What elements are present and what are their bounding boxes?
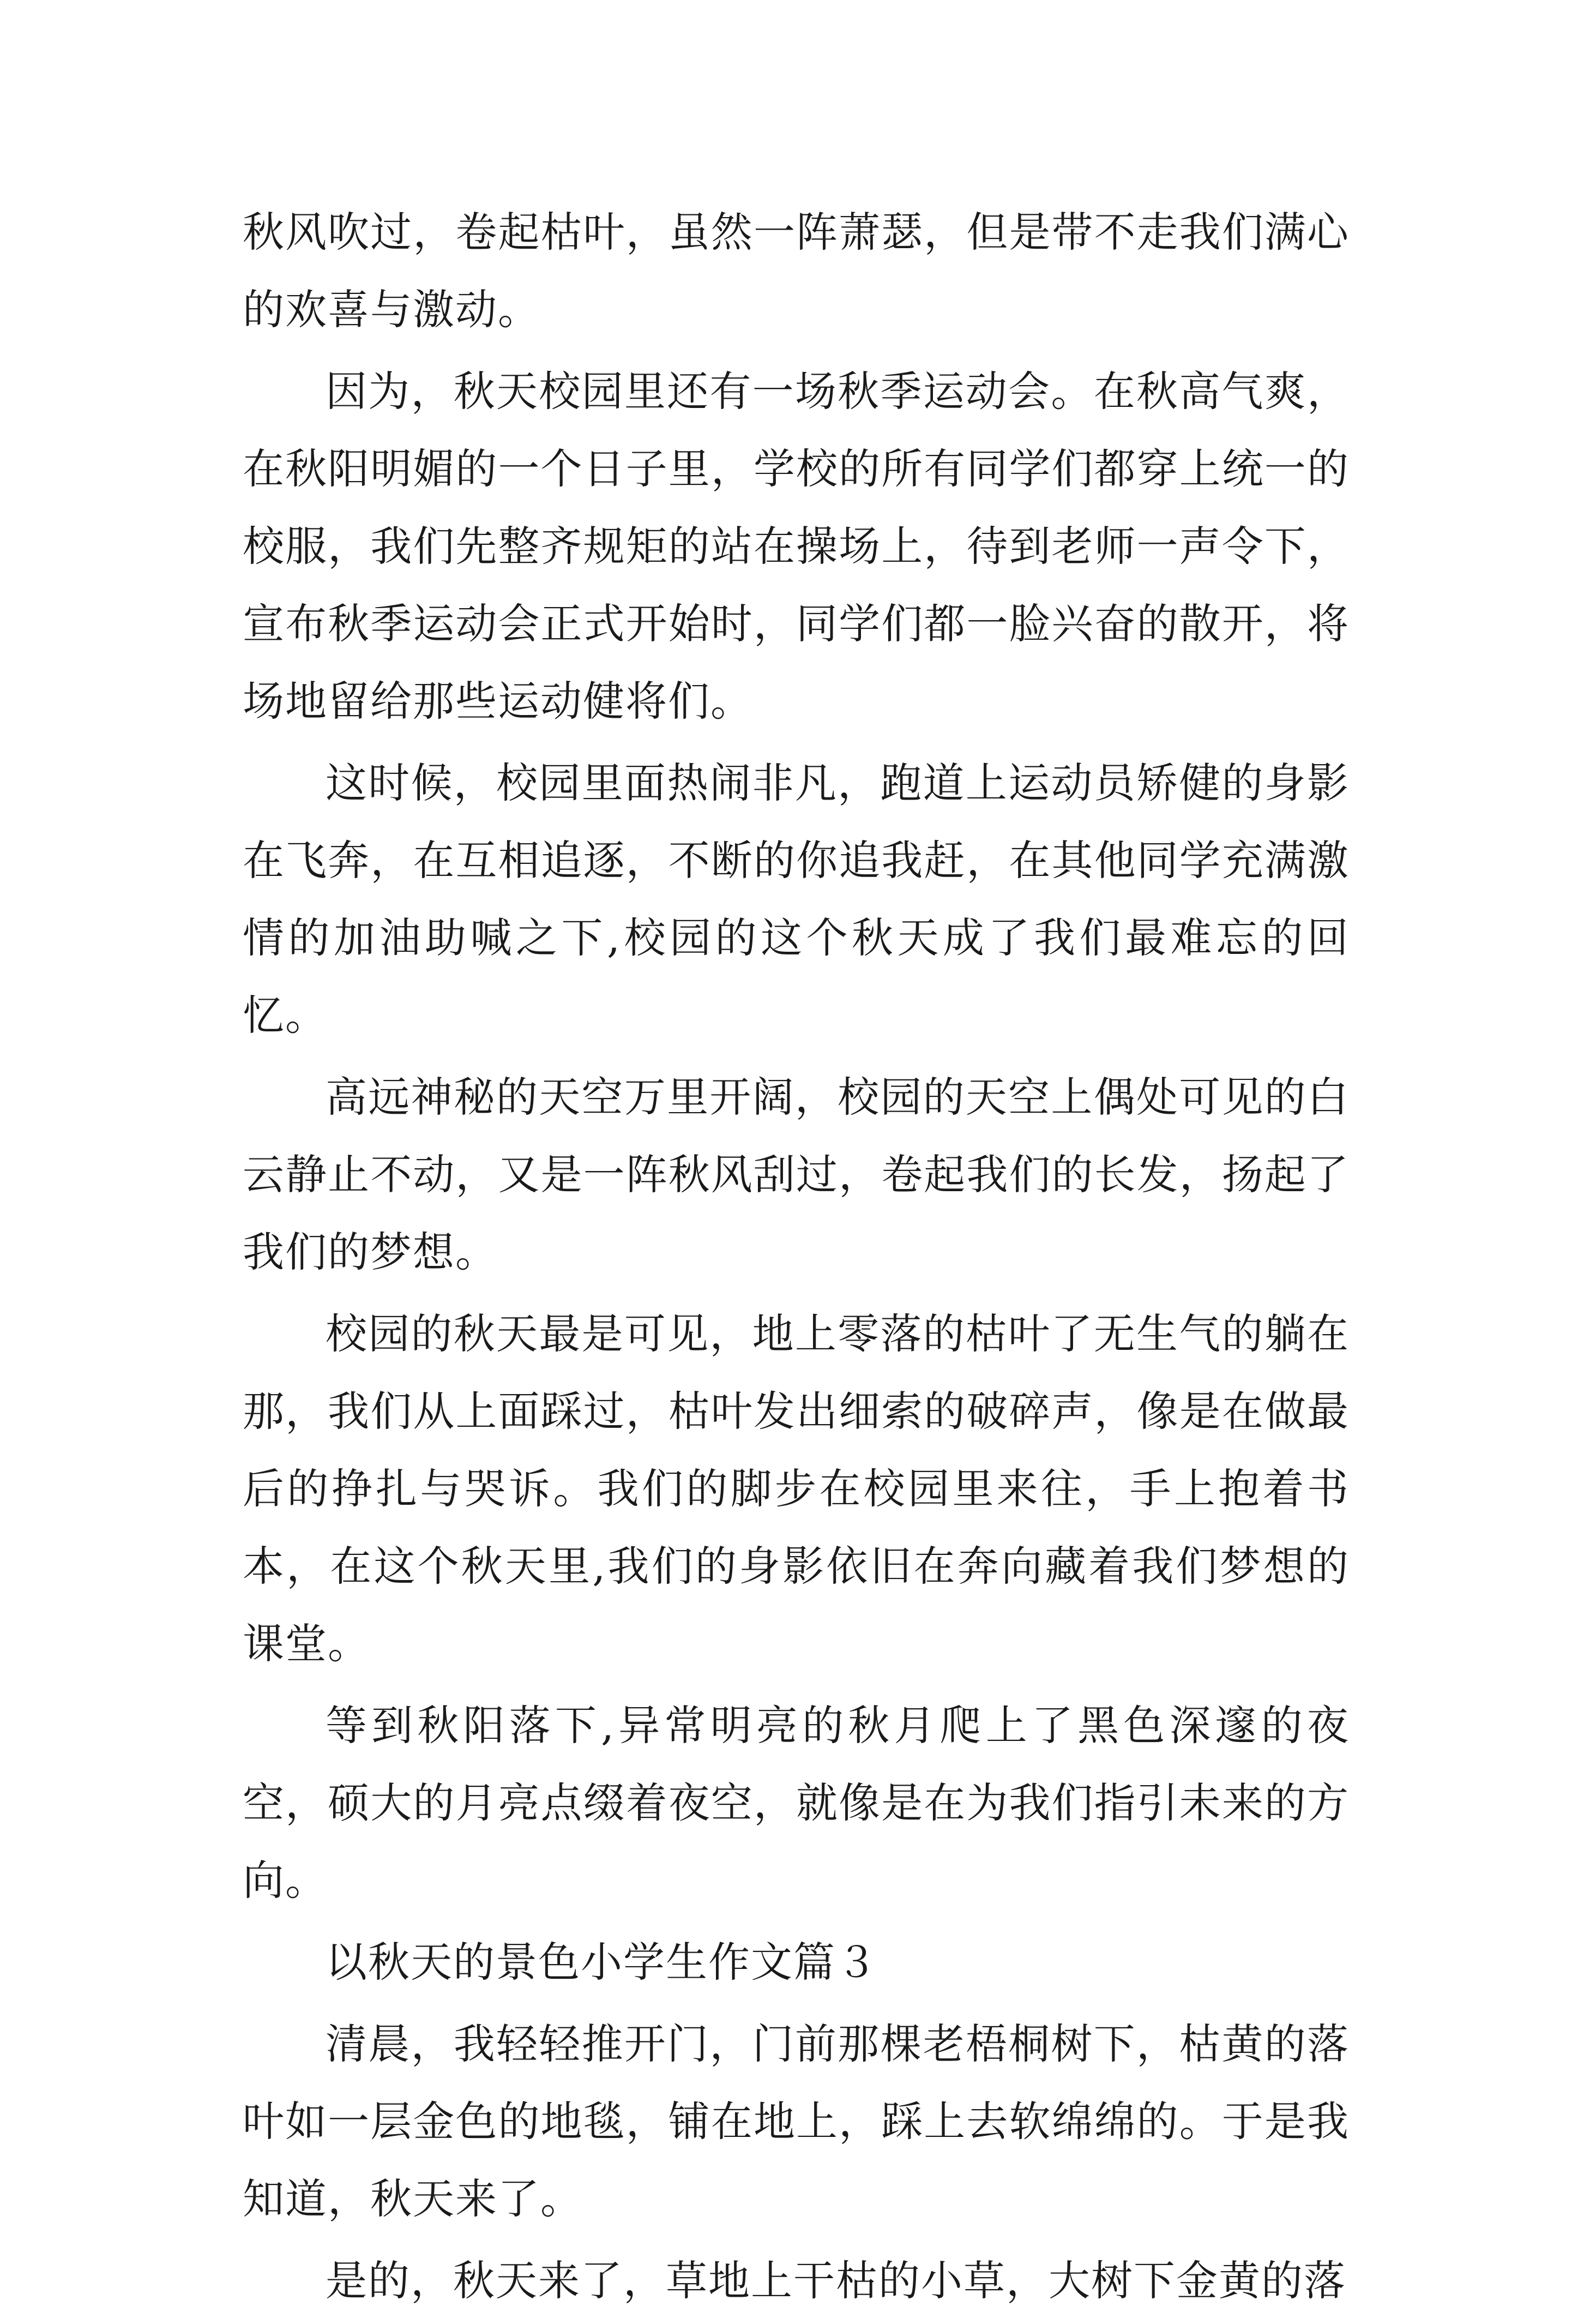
section-heading: 以秋天的景色小学生作文篇３ xyxy=(326,1938,878,1986)
paragraph-2: 因为，秋天校园里还有一场秋季运动会。在秋高气爽，在秋阳明媚的一个日子里，学校的所有同学们都穿上统一的校服，我们先整齐规矩的站在操场上，待到老师一声令下，宣布秋季运动会正式开始时，同学们都一脸兴奋的散开，将场地留给那些运动健将们。 xyxy=(243,367,1350,725)
paragraph-4: 高远神秘的天空万里开阔，校园的天空上偶处可见的白云静止不动，又是一阵秋风刮过，卷起我们的长发，扬起了我们的梦想。 xyxy=(243,1073,1350,1276)
paragraph-3: 这时候，校园里面热闹非凡，跑道上运动员矫健的身影在飞奔，在互相追逐，不断的你追我赶，在其他同学充满激情的加油助喊之下,校园的这个秋天成了我们最难忘的回忆。 xyxy=(243,759,1350,1040)
paragraph-1: 秋风吹过，卷起枯叶，虽然一阵萧瑟，但是带不走我们满心的欢喜与激动。 xyxy=(243,208,1350,334)
paragraph-7: 清晨，我轻轻推开门，门前那棵老梧桐树下，枯黄的落叶如一层金色的地毯，铺在地上，踩上去软绵绵的。于是我知道，秋天来了。 xyxy=(243,2020,1350,2223)
paragraph-5: 校园的秋天最是可见，地上零落的枯叶了无生气的躺在那，我们从上面踩过，枯叶发出细索的破碎声，像是在做最后的挣扎与哭诉。我们的脚步在校园里来往，手上抱着书本，在这个秋天里,我们的身影依旧在奔向藏着我们梦想的课堂。 xyxy=(243,1310,1350,1668)
paragraph-6: 等到秋阳落下,异常明亮的秋月爬上了黑色深邃的夜空，硕大的月亮点缀着夜空，就像是在为我们指引未来的方向。 xyxy=(243,1701,1350,1905)
document-body xyxy=(243,194,1350,2324)
paragraph-8: 是的，秋天来了，草地上干枯的小草，大树下金黄的落 xyxy=(326,2256,1346,2305)
